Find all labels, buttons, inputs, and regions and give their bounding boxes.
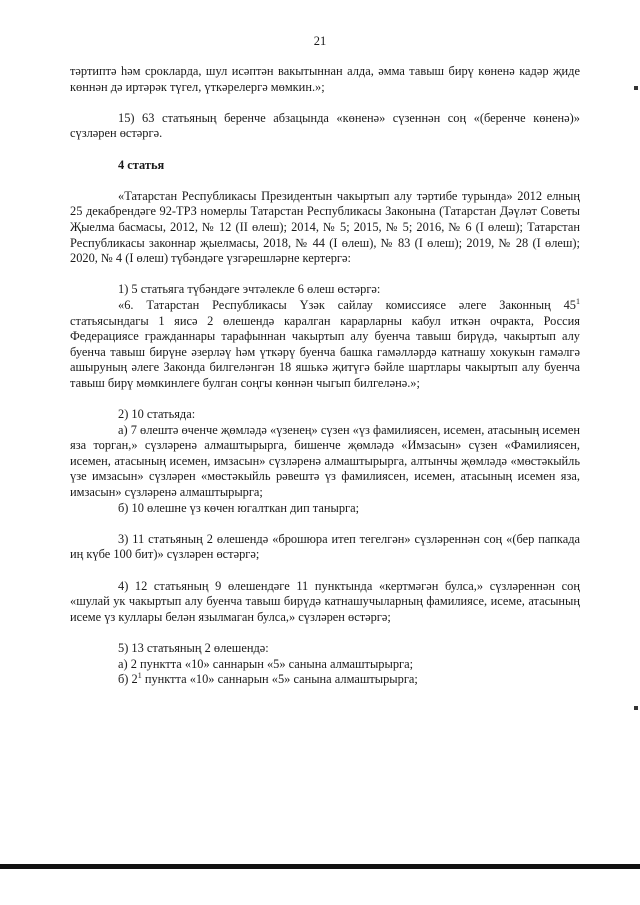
scan-mark <box>634 706 638 710</box>
scan-mark <box>634 86 638 90</box>
page-number: 21 <box>313 34 327 48</box>
scan-bottom-edge <box>0 864 640 869</box>
paragraph-law-reference: «Татарстан Республикасы Президентын чакыртып алу тәртибе турында» 2012 елның 25 декабрендәге 92-ТРЗ номерлы Татарстан Республикасы Законына (Татарстан Дәүләт Советы Җыелма басмасы, 2012, № 12 (II өлеш); 2014, № 5; 2015, № 5; 2016, № 6 (I өлеш); Татарстан Республикасы законнар җыелмасы, 2018, № 44 (I өлеш), № 83 (I өлеш); 2019, № 28 (I өлеш); 2020, № 4 (I өлеш) түбәндәге үзгәрешләрне кертергә: <box>70 188 580 266</box>
paragraph-part-6 <box>70 298 580 392</box>
part-6-text-b: статьясындагы 1 яисә 2 өлешендә каралган карарларны кабул иткән очракта, Россия Федерациясе гражданнары тарафыннан чакыртып алу буенча тавыш бирүдә, чакыртып алу буенча тавыш бирүне әзерләү һәм үткәрү буенча башка гамәлләрдә катнашу хокукын гамәлгә ашыруның әлеге Законда билгеләнгән 18 яшькә җитүгә бәйле шартлары чакыртып алу буенча тавыш бирү мөмкинлеге булган соңгы көннән чыгып билгеләнә.»; <box>70 313 580 390</box>
paragraph-item-2b: б) 10 өлешне үз көчен югалткан дип танырга; <box>118 500 360 515</box>
item-5b-text-b: пунктта «10» саннарын «5» санына алмаштырырга; <box>141 672 418 687</box>
item-5b-superscript: 1 <box>137 671 142 681</box>
paragraph-continuation: тәртиптә һәм срокларда, шул исәптән вакытыннан алда, әмма тавыш бирү көненә кадәр җиде көннән дә иртәрәк түгел, үткәрелергә мөмкин.»; <box>70 64 580 94</box>
part-6-superscript: 1 <box>576 296 580 306</box>
paragraph-item-5: 5) 13 статьяның 2 өлешендә: <box>118 640 269 655</box>
paragraph-item-5b <box>70 672 580 688</box>
paragraph-item-2: 2) 10 статьяда: <box>118 407 196 422</box>
paragraph-item-3: 3) 11 статьяның 2 өлешендә «брошюра итеп тегелгән» сүзләреннән соң «(бер папкада иң күбе 100 бит)» сүзләрен өстәргә; <box>70 531 580 562</box>
paragraph-item-4: 4) 12 статьяның 9 өлешендәге 11 пунктында «кертмәгән булса,» сүзләреннән соң «шулай ук чакыртып алу буенча тавыш бирүдә катнашучыларның фамилиясе, исеме, атасының исеме үз куллары белән язылмаган булса,» сүзләрен өстәргә; <box>70 578 580 624</box>
item-5b-text-a: б) 2 <box>118 672 138 687</box>
page-body <box>70 64 580 688</box>
paragraph-item-1: 1) 5 статьяга түбәндәге эчтәлекле 6 өлеш өстәргә: <box>118 282 381 297</box>
article-heading: 4 статья <box>118 157 165 172</box>
paragraph-item-5a: а) 2 пунктта «10» саннарын «5» санына алмаштырырга; <box>118 656 414 671</box>
part-6-text-a: «6. Татарстан Республикасы Үзәк сайлау комиссиясе әлеге Законның 45 <box>118 297 576 312</box>
paragraph-item-15: 15) 63 статьяның беренче абзацында «көненә» сүзеннән соң «(беренче көненә)» сүзләрен өстәргә. <box>70 110 580 141</box>
paragraph-item-2a: а) 7 өлештә өченче җөмләдә «үзенең» сүзен «үз фамилиясен, исемен, атасының исемен яза торган,» сүзләренә алмаштырырга, бишенче җөмләдә «Имзасын» сүзен «Фамилиясен, исемен, атасының исемен, имзасын» сүзләренә алмаштырырга, алтынчы җөмләдә «мөстәкыйль үзе имзасын» сүзләрен «мөстәкыйль рәвештә үз фамилиясен, исемен, атасының исемен яза, имзасын» сүзләренә алмаштырырга; <box>70 422 580 500</box>
